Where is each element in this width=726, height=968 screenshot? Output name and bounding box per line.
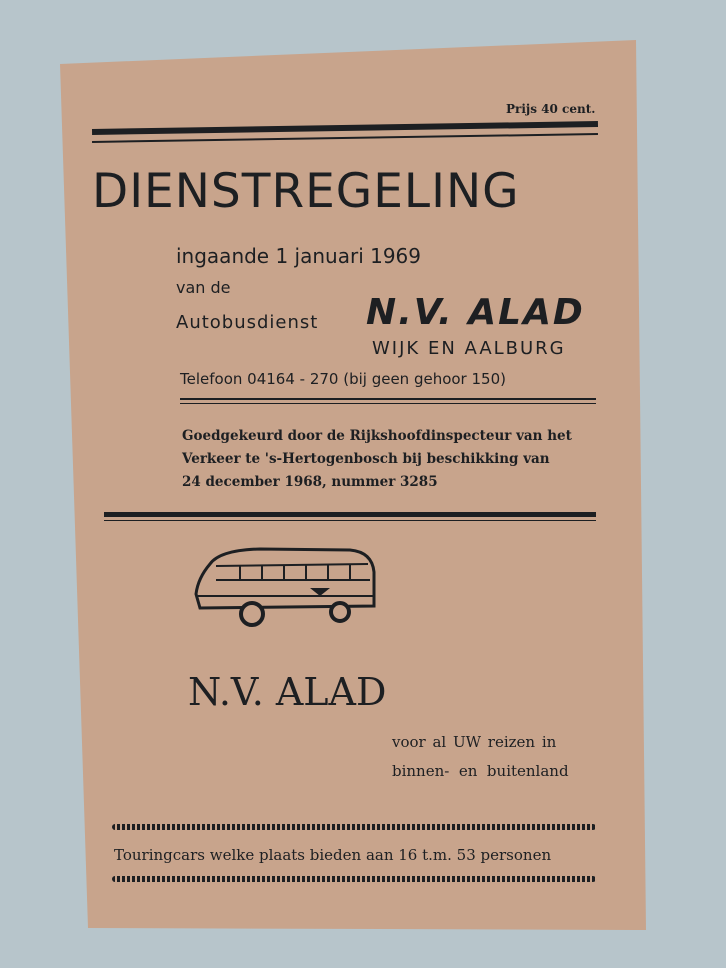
touring-note: Touringcars welke plaats bieden aan 16 t.m. 53 personen xyxy=(114,846,552,864)
lower-rule-thin xyxy=(104,520,596,521)
wavy-rule-bottom xyxy=(112,876,596,882)
mid-rule xyxy=(180,398,596,400)
company-name: N.V. ALAD xyxy=(188,670,387,714)
wavy-rule-top xyxy=(112,824,596,830)
mid-rule-thin xyxy=(180,403,596,404)
bus-icon xyxy=(190,544,380,634)
slogan-line-1: voor al UW reizen in xyxy=(392,733,557,751)
service-label: Autobusdienst xyxy=(176,312,319,333)
approval-line-3: 24 december 1968, nummer 3285 xyxy=(182,474,438,490)
approval-line-2: Verkeer te 's-Hertogenbosch bij beschikking van xyxy=(182,451,550,467)
title: DIENSTREGELING xyxy=(92,164,520,219)
approval-line-1: Goedgekeurd door de Rijkshoofdinspecteur van het xyxy=(182,428,572,444)
company-logo: N.V. ALAD xyxy=(366,292,585,333)
effective-date: ingaande 1 januari 1969 xyxy=(176,244,422,268)
phone: Telefoon 04164 - 270 (bij geen gehoor 150) xyxy=(180,370,506,388)
slogan-line-2: binnen- en buitenland xyxy=(392,762,569,780)
lower-rule xyxy=(104,512,596,517)
price-label: Prijs 40 cent. xyxy=(506,102,596,116)
van-de: van de xyxy=(176,278,231,297)
location: WIJK EN AALBURG xyxy=(372,338,566,359)
